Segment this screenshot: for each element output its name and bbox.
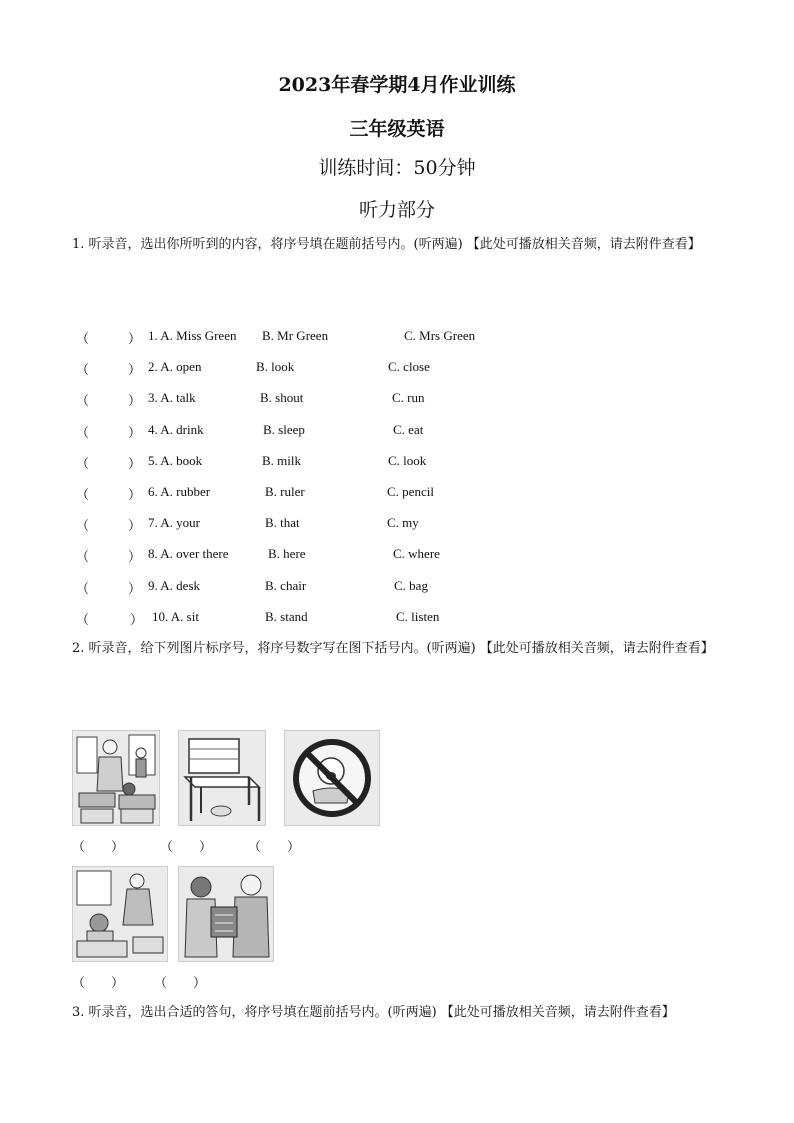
option-a: 6. A. rubber <box>148 483 211 499</box>
answer-paren-left[interactable]: （ <box>76 580 90 596</box>
option-a: 2. A. open <box>148 359 202 375</box>
option-c: C. bag <box>394 577 428 593</box>
chair-picture <box>178 730 266 826</box>
answer-blank[interactable]: （ ） <box>72 975 125 990</box>
option-a: 1. A. Miss Green <box>148 328 237 343</box>
option-a: 5. A. book <box>148 452 203 468</box>
answer-paren-left[interactable]: （ <box>76 424 90 440</box>
answer-blank[interactable]: （ ） <box>154 975 207 990</box>
option-b: B. stand <box>265 608 308 624</box>
answer-blank[interactable]: （ ） <box>72 839 125 854</box>
list-item <box>72 353 722 384</box>
answer-paren-right: ） <box>128 580 142 596</box>
answer-paren-left[interactable]: （ <box>76 393 90 409</box>
option-c: C. close <box>388 359 430 375</box>
answer-blank[interactable]: （ ） <box>160 839 213 854</box>
section-title: 听力部分 <box>358 199 435 221</box>
option-b: B. chair <box>265 577 307 593</box>
page-title: 2023年春学期4月作业训练 <box>278 74 516 96</box>
answer-paren-right: ） <box>128 393 142 409</box>
option-c: C. eat <box>393 421 424 437</box>
list-item <box>72 478 722 509</box>
list-item <box>72 572 722 603</box>
answer-paren-left[interactable]: （ <box>76 331 90 346</box>
option-b: B. here <box>268 546 306 562</box>
option-a: 3. A. talk <box>148 390 196 406</box>
option-a: 9. A. desk <box>148 577 200 593</box>
option-b: B. look <box>256 359 295 375</box>
answer-paren-right: ） <box>130 611 144 627</box>
option-b: B. milk <box>262 452 302 468</box>
list-item <box>72 603 722 634</box>
option-c: C. where <box>393 546 440 562</box>
option-b: B. shout <box>260 390 304 406</box>
list-item <box>72 540 722 571</box>
answer-paren-left[interactable]: （ <box>76 486 90 502</box>
option-b: B. that <box>265 515 300 531</box>
answer-paren-right: ） <box>128 455 142 471</box>
option-a: 8. A. over there <box>148 546 229 562</box>
list-item <box>72 416 722 447</box>
option-a: 4. A. drink <box>148 421 204 437</box>
answer-paren-left[interactable]: （ <box>76 611 90 627</box>
option-c: C. Mrs Green <box>404 328 476 343</box>
time-limit: 训练时间：50分钟 <box>318 157 476 179</box>
list-item <box>72 322 722 353</box>
giving-bag-picture <box>178 866 274 962</box>
list-item <box>72 509 722 540</box>
answer-paren-right: ） <box>128 518 142 534</box>
option-c: C. my <box>387 515 419 531</box>
option-b: B. Mr Green <box>262 328 329 343</box>
list-item <box>72 447 722 478</box>
option-a: 10. A. sit <box>152 608 199 624</box>
option-c: C. pencil <box>387 483 434 499</box>
answer-paren-left[interactable]: （ <box>76 549 90 565</box>
q1-items <box>72 322 722 634</box>
classroom-teacher-picture <box>72 730 160 826</box>
q2-instruction: 2. 听录音，给下列图片标序号，将序号数字写在图下括号内。(听两遍) 【此处可播放相关音频，请去附件查看】 <box>72 641 714 656</box>
option-c: C. listen <box>396 608 440 624</box>
list-item <box>72 384 722 415</box>
answer-paren-right: ） <box>128 331 142 346</box>
q3-instruction: 3. 听录音，选出合适的答句，将序号填在题前括号内。(听两遍) 【此处可播放相关音频，请去附件查看】 <box>72 1005 675 1020</box>
option-b: B. ruler <box>265 483 305 499</box>
answer-paren-right: ） <box>128 362 142 378</box>
option-b: B. sleep <box>263 421 305 437</box>
option-c: C. run <box>392 390 425 406</box>
option-a: 7. A. your <box>148 515 200 531</box>
answer-blank[interactable]: （ ） <box>248 839 301 854</box>
teacher-students-picture <box>72 866 168 962</box>
answer-paren-right: ） <box>128 424 142 440</box>
answer-paren-left[interactable]: （ <box>76 362 90 378</box>
answer-paren-left[interactable]: （ <box>76 518 90 534</box>
answer-paren-right: ） <box>128 486 142 502</box>
no-shouting-sign-picture <box>284 730 380 826</box>
subject-title: 三年级英语 <box>349 118 445 140</box>
answer-paren-left[interactable]: （ <box>76 455 90 471</box>
q1-instruction: 1. 听录音，选出你所听到的内容，将序号填在题前括号内。(听两遍) 【此处可播放相关音频，请去附件查看】 <box>72 237 701 252</box>
option-c: C. look <box>388 452 427 468</box>
answer-paren-right: ） <box>128 549 142 565</box>
